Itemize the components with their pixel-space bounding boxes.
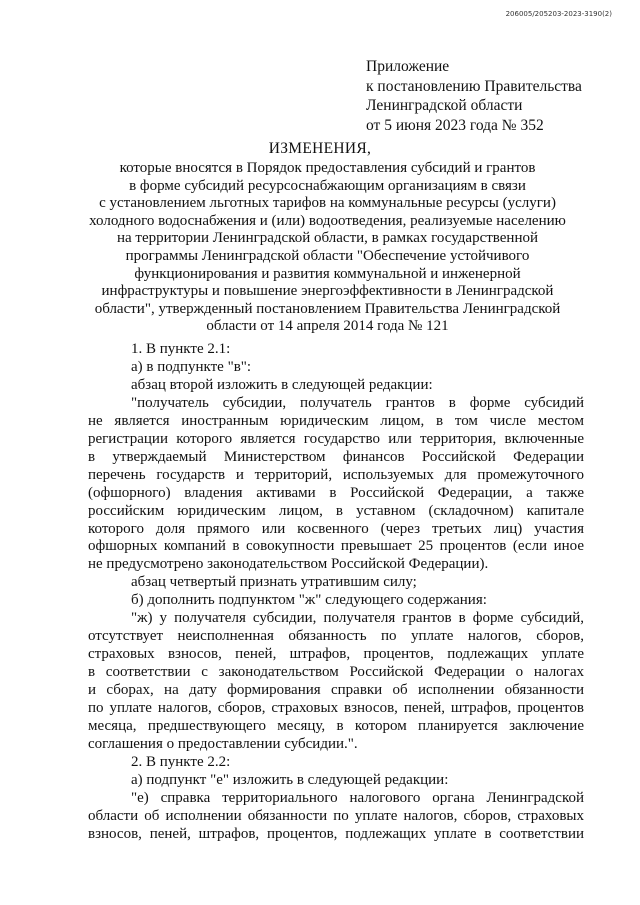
subtitle-line: в форме субсидий ресурсоснабжающим организациям в связи: [129, 177, 526, 194]
subtitle-line: на территории Ленинградской области, в рамках государственной: [116, 230, 539, 247]
body-line: месяца, предшествующего месяцу, в котором планируется заключение: [88, 718, 584, 735]
body-line: "получатель субсидии, получатель грантов в форме субсидий: [131, 394, 584, 411]
subtitle-line: инфраструктуры и повышение энергоэффективности в Ленинградской: [101, 283, 554, 300]
body-line: а) подпункт "е" изложить в следующей редакции:: [131, 771, 449, 788]
document-subtitle: [70, 160, 585, 336]
body-line: "ж) у получателя субсидии, получателя грантов в форме субсидий,: [131, 610, 584, 627]
subtitle-line: области от 14 апреля 2014 года № 121: [206, 318, 449, 335]
appendix-line: от 5 июня 2023 года № 352: [366, 116, 544, 134]
body-line: в соответствии с законодательством Российской Федерации о налогах: [88, 664, 584, 681]
document-title: ИЗМЕНЕНИЯ,: [268, 140, 372, 157]
subtitle-line: с установлением льготных тарифов на коммунальные ресурсы (услуги): [99, 195, 556, 212]
body-line: офшорных компаний в совокупности превышает 25 процентов (если иное: [88, 538, 584, 555]
body-line: в утверждаемый Министерством финансов Российской Федерации: [88, 448, 584, 465]
subtitle-line: программы Ленинградской области "Обеспечение устойчивого: [125, 247, 530, 264]
document-body: [88, 341, 584, 844]
body-line: взносов, пеней, штрафов, процентов, подлежащих уплате в соответствии: [88, 825, 584, 842]
body-line: б) дополнить подпунктом "ж" следующего содержания:: [131, 592, 487, 609]
subtitle-line: функционирования и развития коммунальной и инженерной: [134, 265, 521, 282]
body-line: регистрации которого является государство или территория, включенные: [88, 430, 584, 447]
document-code: 206005/205203-2023-3190(2): [505, 10, 612, 18]
body-line: по уплате налогов, сборов, страховых взносов, пеней, штрафов, процентов: [88, 700, 584, 717]
body-line: отсутствует неисполненная обязанность по уплате налогов, сборов,: [88, 628, 584, 645]
appendix-line: Ленинградской области: [366, 97, 523, 114]
body-line: а) в подпункте "в":: [131, 358, 252, 375]
body-line: перечень государств и территорий, используемых для промежуточного: [88, 466, 584, 483]
body-line: и сборах, на дату формирования справки об исполнении обязанности: [88, 682, 584, 699]
body-line: абзац четвертый признать утратившим силу;: [131, 574, 417, 591]
body-line: 2. В пункте 2.2:: [131, 753, 231, 770]
subtitle-line: области", утвержденный постановлением Правительства Ленинградской: [94, 300, 561, 317]
appendix-line: к постановлению Правительства: [366, 77, 582, 95]
body-line: (офшорного) владения активами в Российской Федерации, а также: [88, 484, 584, 501]
body-line: абзац второй изложить в следующей редакции:: [131, 376, 433, 393]
body-line: соглашения о предоставлении субсидии.".: [88, 735, 358, 752]
subtitle-line: холодного водоснабжения и (или) водоотведения, реализуемые населению: [89, 212, 566, 229]
body-line: которого доля прямого или косвенного (через третьих лиц) участия: [88, 520, 584, 537]
body-line: страховых взносов, пеней, штрафов, процентов, подлежащих уплате: [88, 646, 584, 663]
body-line: области об исполнении обязанности по уплате налогов, сборов, страховых: [88, 807, 584, 824]
appendix-block: [366, 57, 582, 135]
body-line: российским юридическим лицом, в уставном (складочном) капитале: [88, 502, 584, 519]
subtitle-line: которые вносятся в Порядок предоставления субсидий и грантов: [119, 160, 536, 176]
body-line: "е) справка территориального налогового органа Ленинградской: [131, 789, 584, 806]
body-line: не является иностранным юридическим лицом, в том числе местом: [88, 412, 584, 429]
appendix-line: Приложение: [366, 58, 450, 75]
body-line: не предусмотрено законодательством Российской Федерации).: [88, 556, 489, 573]
body-line: 1. В пункте 2.1:: [131, 341, 231, 357]
